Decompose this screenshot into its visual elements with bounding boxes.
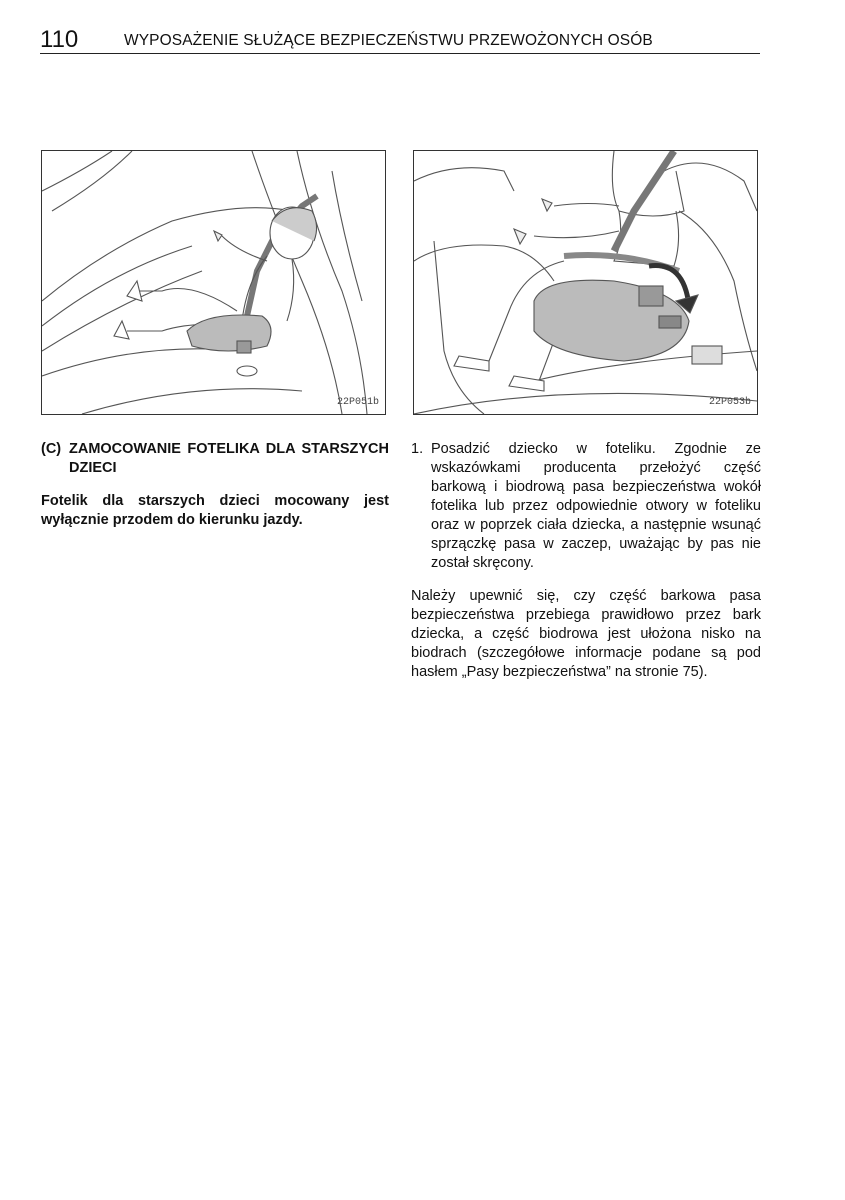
running-title: WYPOSAŻENIE SŁUŻĄCE BEZPIECZEŃSTWU PRZEWOŻONYCH OSÓB	[124, 32, 653, 49]
header-rule	[40, 53, 760, 54]
left-column	[41, 440, 389, 530]
page-header	[40, 26, 760, 54]
page-number: 110	[40, 26, 79, 53]
section-title: ZAMOCOWANIE FOTELIKA DLA STARSZYCH DZIECI	[69, 441, 389, 476]
section-intro: Fotelik dla starszych dzieci mocowany jest wyłącznie przodem do kierunku jazdy.	[41, 493, 389, 528]
step-number: 1.	[411, 441, 424, 457]
safety-note: Należy upewnić się, czy część barkowa pasa bezpieczeństwa przebiega prawidłowo przez bark dziecka, a część biodrowa jest ułożona nisko na biodrach (szczegółowe informacje podane są pod hasłem „Pasy bezpieczeństwa” na stronie 75).	[411, 588, 761, 680]
section-heading	[41, 440, 389, 478]
illustration-booster-seat-side	[41, 150, 386, 415]
booster-seat-side-drawing	[42, 151, 385, 414]
illustration-booster-seat-front	[413, 150, 758, 415]
instruction-step	[411, 440, 761, 573]
booster-seat-front-drawing	[414, 151, 757, 414]
figure-code: 22P051b	[336, 397, 379, 408]
right-column	[411, 440, 761, 682]
figure-code: 22P053b	[708, 397, 751, 408]
section-label: (C)	[41, 441, 62, 457]
step-text: Posadzić dziecko w foteliku. Zgodnie ze wskazówkami producenta przełożyć część barkową i biodrową pasa bezpieczeństwa wokół fotelika lub przez odpowiednie otwory w foteliku oraz w poprzek ciała dziecka, a następnie wsunąć sprzączkę pasa w zaczep, uważając by pas nie został skręcony.	[431, 441, 761, 571]
